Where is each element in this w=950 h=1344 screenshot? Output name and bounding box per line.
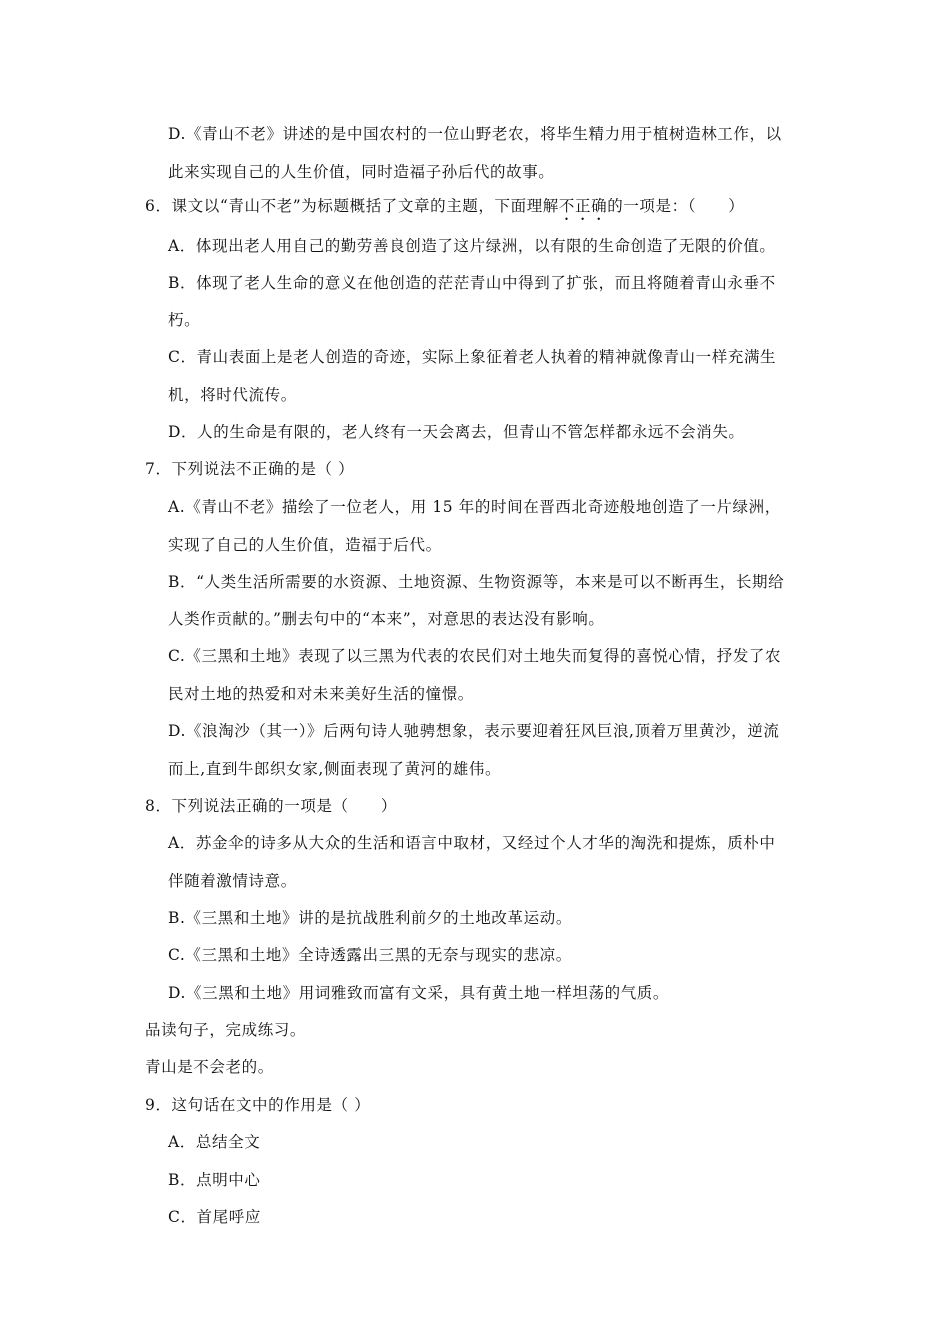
q9-stem: 9．这句话在文中的作用是（ ） (145, 1096, 371, 1114)
q7-option-b-line2: 人类作贡献的。”删去句中的“本来”，对意思的表达没有影响。 (168, 610, 605, 628)
q9-option-b: B．点明中心 (168, 1171, 261, 1189)
q6-option-a: A．体现出老人用自己的勤劳善良创造了这片绿洲，以有限的生命创造了无限的价值。 (168, 237, 776, 255)
q7-option-d-line2: 而上,直到牛郎织女家,侧面表现了黄河的雄伟。 (168, 760, 502, 778)
reading-sentence: 青山是不会老的。 (145, 1058, 274, 1076)
q6-stem-after: 的一项是：（ ） (607, 197, 745, 215)
q5-option-d-line1: D.《青山不老》讲述的是中国农村的一位山野老农，将毕生精力用于植树造林工作，以 (168, 125, 782, 143)
q7-option-a-line2: 实现了自己的人生价值，造福于后代。 (168, 536, 442, 554)
q6-stem (145, 196, 744, 224)
q8-stem: 8．下列说法正确的一项是（ ） (145, 797, 397, 815)
q6-option-b-line1: B．体现了老人生命的意义在他创造的茫茫青山中得到了扩张，而且将随着青山永垂不 (168, 274, 776, 292)
q7-option-b-line1: B．“人类生活所需要的水资源、土地资源、生物资源等，本来是可以不断再生，长期给 (168, 573, 785, 591)
q8-option-b: B.《三黑和土地》讲的是抗战胜利前夕的土地改革运动。 (168, 909, 572, 927)
q6-stem-emphasis: 不正确 (558, 197, 608, 215)
q8-option-a-line1: A．苏金伞的诗多从大众的生活和语言中取材，又经过个人才华的淘洗和提炼，质朴中 (168, 834, 776, 852)
q8-option-c: C.《三黑和土地》全诗透露出三黑的无奈与现实的悲凉。 (168, 946, 572, 964)
q7-option-c-line1: C.《三黑和土地》表现了以三黑为代表的农民们对土地失而复得的喜悦心情，抒发了农 (168, 647, 782, 665)
q8-option-d: D.《三黑和土地》用词雅致而富有文采，具有黄土地一样坦荡的气质。 (168, 984, 670, 1002)
q6-option-b-line2: 朽。 (168, 311, 201, 329)
q9-option-c: C．首尾呼应 (168, 1208, 261, 1226)
q5-option-d-line2: 此来实现自己的人生价值，同时造福子孙后代的故事。 (168, 163, 555, 181)
q6-option-c-line1: C．青山表面上是老人创造的奇迹，实际上象征着老人执着的精神就像青山一样充满生 (168, 348, 777, 366)
q6-option-c-line2: 机，将时代流传。 (168, 386, 297, 404)
q6-stem-before: 6．课文以“青山不老”为标题概括了文章的主题，下面理解 (145, 197, 559, 215)
q7-option-d-line1: D.《浪淘沙（其一）》后两句诗人驰骋想象，表示要迎着狂风巨浪,顶着万里黄沙，逆流 (168, 722, 780, 740)
q6-option-d: D．人的生命是有限的，老人终有一天会离去，但青山不管怎样都永远不会消失。 (168, 423, 745, 441)
q7-option-c-line2: 民对土地的热爱和对未来美好生活的憧憬。 (168, 685, 474, 703)
q7-option-a-line1: A.《青山不老》描绘了一位老人，用 15 年的时间在晋西北奇迹般地创造了一片绿洲， (168, 498, 781, 516)
q7-stem: 7．下列说法不正确的是（ ） (145, 460, 355, 478)
q8-option-a-line2: 伴随着激情诗意。 (168, 872, 297, 890)
q9-option-a: A．总结全文 (168, 1133, 261, 1151)
reading-instruction: 品读句子，完成练习。 (145, 1021, 307, 1039)
